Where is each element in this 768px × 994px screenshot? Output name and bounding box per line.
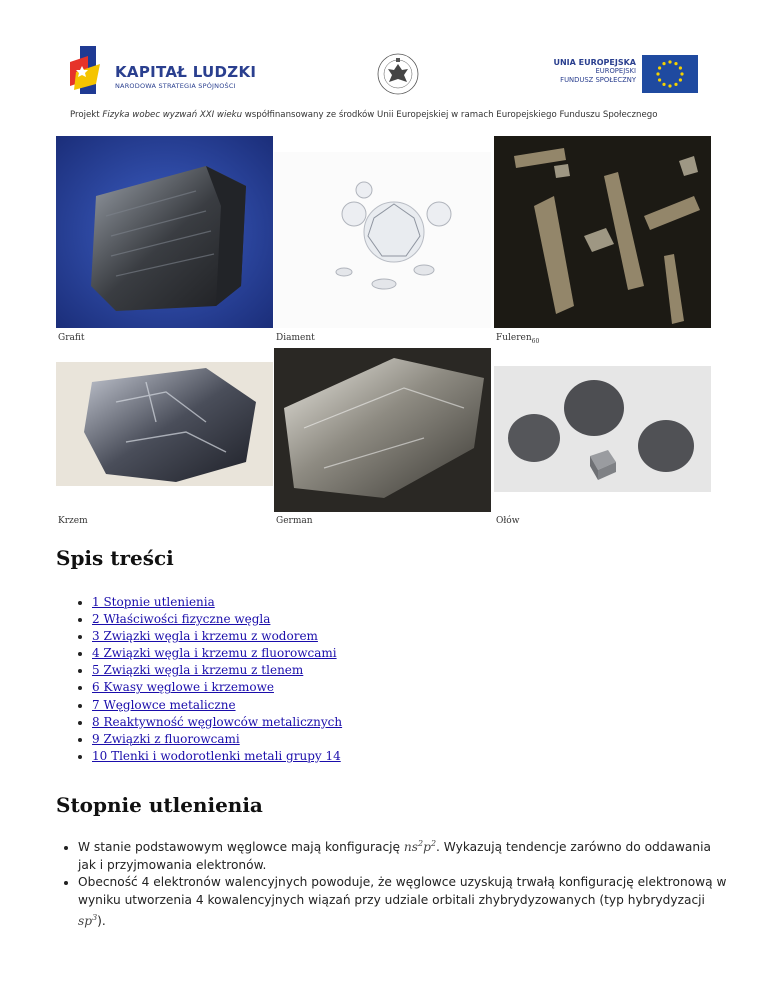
math-ns2p2 bbox=[404, 840, 436, 854]
toc-item bbox=[92, 697, 342, 714]
kl-subtitle: NARODOWA STRATEGIA SPÓJNOŚCI bbox=[115, 82, 236, 90]
caption-fuleren bbox=[496, 333, 539, 345]
caption-diament: Diament bbox=[276, 333, 315, 343]
bullet1-post: . Wykazują tendencje zarówno do oddawania jak i przyjmowania elektronów. bbox=[78, 840, 711, 872]
project-statement bbox=[70, 110, 657, 120]
kl-title: KAPITAŁ LUDZKI bbox=[115, 63, 257, 81]
eu-line1: EUROPEJSKI bbox=[595, 67, 636, 75]
toc-title: Spis treści bbox=[56, 546, 174, 570]
bullet-configuration bbox=[78, 835, 728, 874]
caption-grafit: Grafit bbox=[58, 333, 85, 343]
toc-item bbox=[92, 748, 342, 765]
krzem-photo bbox=[56, 362, 273, 486]
toc-link-7[interactable]: 7 Węglowce metaliczne bbox=[92, 697, 236, 712]
toc-item bbox=[92, 611, 342, 628]
grafit-photo bbox=[56, 136, 273, 328]
toc-item bbox=[92, 662, 342, 679]
project-pre: Projekt bbox=[70, 110, 103, 120]
toc-link-3[interactable]: 3 Związki węgla i krzemu z wodorem bbox=[92, 629, 318, 644]
eu-flag-icon bbox=[642, 55, 698, 93]
toc-item bbox=[92, 628, 342, 645]
toc-item bbox=[92, 731, 342, 748]
project-name: Fizyka wobec wyzwań XXI wieku bbox=[102, 110, 243, 120]
bullet1-pre: W stanie podstawowym węglowce mają konfigurację bbox=[78, 840, 404, 855]
olow-photo bbox=[494, 366, 711, 492]
caption-fuleren-sub: 60 bbox=[531, 337, 540, 345]
caption-fuleren-text: Fuleren bbox=[496, 333, 532, 343]
math-p-sup: 2 bbox=[430, 839, 437, 848]
kapital-ludzki-logo bbox=[66, 44, 106, 96]
math-sp3 bbox=[78, 914, 97, 928]
toc-item bbox=[92, 679, 342, 696]
math-ns: ns bbox=[403, 840, 419, 855]
eu-line2: FUNDUSZ SPOŁECZNY bbox=[560, 76, 636, 84]
toc-link-2[interactable]: 2 Właściwości fizyczne węgla bbox=[92, 612, 271, 627]
section-title: Stopnie utlenienia bbox=[56, 793, 263, 817]
bullet2-pre: Obecność 4 elektronów walencyjnych powoduje, że węglowce uzyskują trwałą konfigurację elektronową w wyniku utworzenia 4 kowalencyjnych wiązań przy udziale orbitali zhybrydyzowanych (typ hybrydyzacji bbox=[78, 875, 727, 907]
toc-list bbox=[78, 594, 342, 765]
bullet-hybridization bbox=[78, 874, 728, 931]
german-photo bbox=[274, 348, 491, 512]
toc-link-5[interactable]: 5 Związki węgla i krzemu z tlenem bbox=[92, 663, 304, 678]
toc-item bbox=[92, 594, 342, 611]
kapital-ludzki-text bbox=[115, 63, 256, 90]
caption-german: German bbox=[276, 516, 313, 526]
page-header bbox=[0, 0, 768, 130]
fuleren-photo bbox=[494, 136, 711, 328]
eu-text bbox=[540, 58, 636, 85]
toc-link-10[interactable]: 10 Tlenki i wodorotlenki metali grupy 14 bbox=[92, 748, 341, 763]
section-bullets bbox=[62, 835, 728, 931]
caption-krzem: Krzem bbox=[58, 516, 88, 526]
university-seal-icon bbox=[376, 52, 420, 96]
toc-link-9[interactable]: 9 Związki z fluorowcami bbox=[92, 731, 240, 746]
toc-link-8[interactable]: 8 Reaktywność węglowców metalicznych bbox=[92, 714, 343, 729]
math-p: p bbox=[423, 840, 431, 855]
math-sp: sp bbox=[78, 914, 93, 929]
project-post: współfinansowany ze środków Unii Europejskiej w ramach Europejskiego Funduszu Społecznego bbox=[242, 110, 658, 120]
toc-item bbox=[92, 714, 342, 731]
diament-photo bbox=[274, 152, 491, 328]
math-sp-sup: 3 bbox=[92, 913, 98, 923]
toc-link-4[interactable]: 4 Związki węgla i krzemu z fluorowcami bbox=[92, 646, 337, 661]
bullet2-post: ). bbox=[97, 914, 106, 929]
caption-olow: Ołów bbox=[496, 516, 520, 526]
eu-title: UNIA EUROPEJSKA bbox=[553, 58, 636, 67]
toc-link-1[interactable]: 1 Stopnie utlenienia bbox=[92, 595, 215, 609]
math-ns-sup: 2 bbox=[418, 839, 424, 848]
toc-item bbox=[92, 645, 342, 662]
toc-link-6[interactable]: 6 Kwasy węglowe i krzemowe bbox=[92, 680, 274, 695]
